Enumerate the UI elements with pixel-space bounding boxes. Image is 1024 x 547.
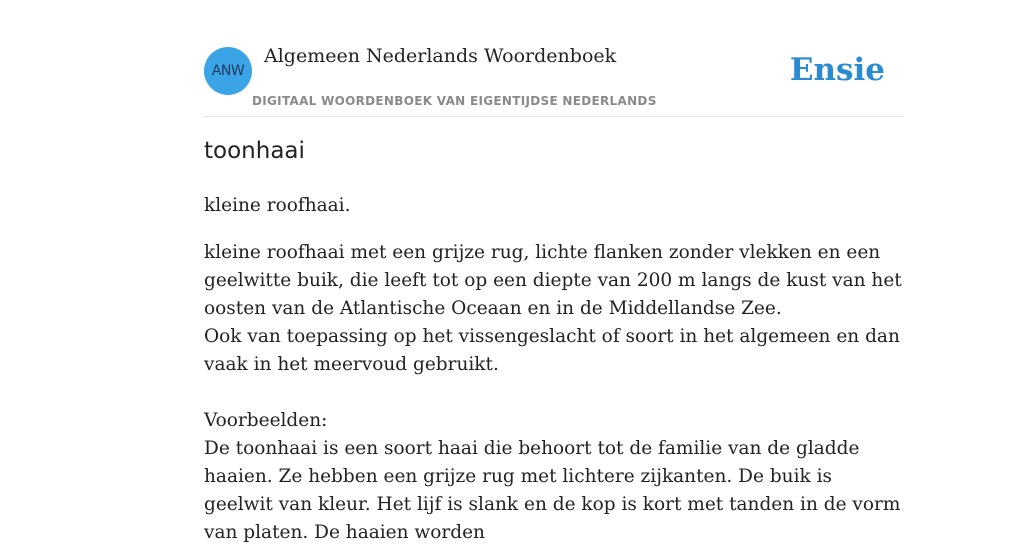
example-text: De toonhaai is een soort haai die behoort tot de familie van de gladde haaien. Ze hebben een grijze rug met lichtere zijkanten. De buik is geelwit van kleur. Het lijf is slank en de kop is kort met tanden in de vorm van platen. De haaien worden xyxy=(204,438,901,543)
ensie-brand-link[interactable]: Ensie xyxy=(789,52,885,88)
definition-body xyxy=(204,239,904,547)
examples-heading: Voorbeelden: xyxy=(204,410,328,431)
definition-text: kleine roofhaai met een grijze rug, lichte flanken zonder vlekken en een geelwitte buik, die leeft tot op een diepte van 200 m langs de kust van het oosten van de Atlantische Oceaan en in de Middellandse Zee. xyxy=(204,242,902,319)
anw-logo[interactable]: ANW xyxy=(204,47,252,95)
site-subtitle: DIGITAAL WOORDENBOEK VAN EIGENTIJDSE NEDERLANDS xyxy=(252,94,657,108)
spacer xyxy=(204,379,904,407)
short-definition: kleine roofhaai. xyxy=(204,195,351,216)
main-content xyxy=(204,0,904,543)
usage-note: Ook van toepassing op het vissengeslacht of soort in het algemeen en dan vaak in het meervoud gebruikt. xyxy=(204,326,900,375)
site-header xyxy=(204,0,904,117)
site-title-link[interactable]: Algemeen Nederlands Woordenboek xyxy=(264,45,617,67)
entry-title: toonhaai xyxy=(204,138,305,164)
